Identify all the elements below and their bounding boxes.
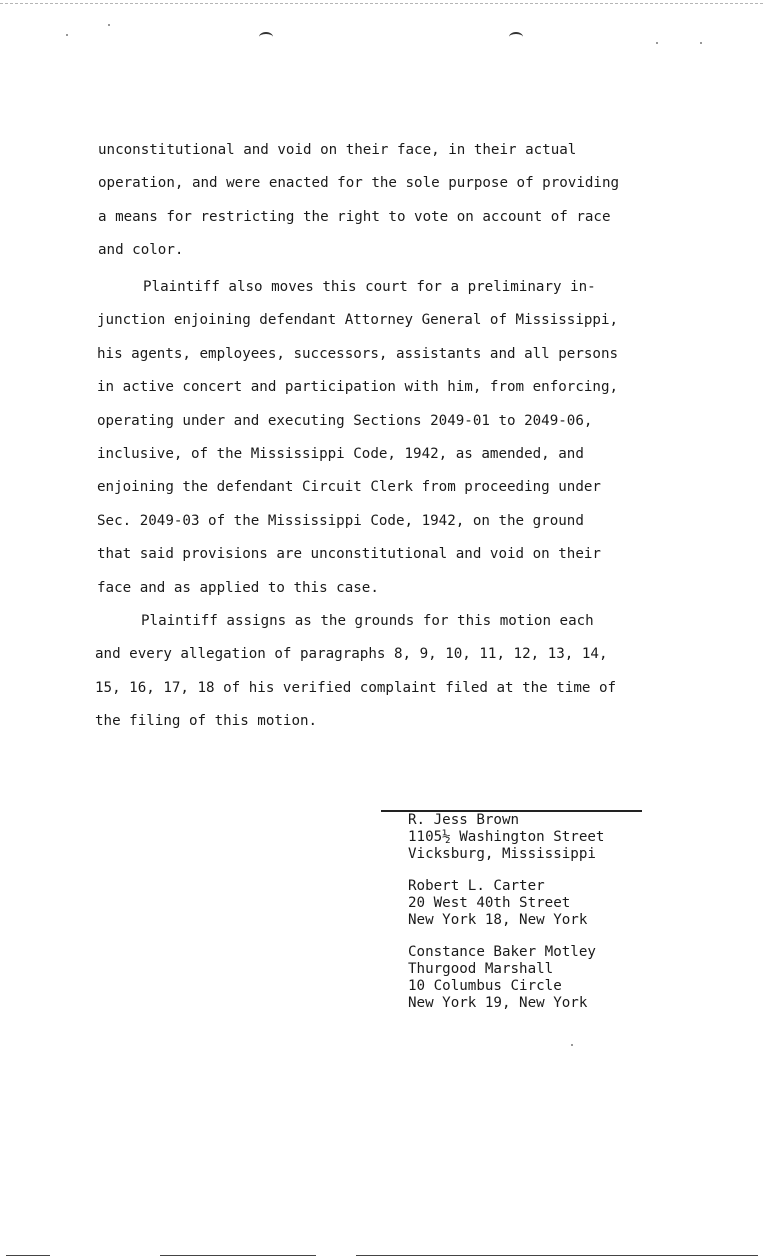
text-line: the filing of this motion. — [95, 713, 318, 730]
speck — [66, 34, 68, 36]
text-line: face and as applied to this case. — [97, 579, 379, 596]
attorney-name: Robert L. Carter — [408, 878, 545, 894]
attorney-city: New York 19, New York — [408, 995, 588, 1011]
attorney-address: 1105½ Washington Street — [408, 829, 605, 845]
page-top-edge — [0, 3, 763, 4]
attorney-address: 20 West 40th Street — [408, 895, 571, 911]
text-line: Sec. 2049-03 of the Mississippi Code, 1942, on the ground — [97, 512, 584, 529]
text-line: in active concert and participation with him, from enforcing, — [97, 379, 619, 396]
attorney-name: Thurgood Marshall — [408, 961, 554, 977]
attorney-block — [408, 812, 604, 863]
text-line: and color. — [98, 242, 184, 259]
scan-edge-line — [6, 1255, 50, 1256]
text-line: Plaintiff assigns as the grounds for this motion each — [141, 613, 594, 629]
speck — [108, 24, 110, 26]
text-line: a means for restricting the right to vote on account of race — [98, 208, 611, 225]
text-line: operating under and executing Sections 2049-01 to 2049-06, — [97, 412, 593, 429]
attorney-city: Vicksburg, Mississippi — [408, 846, 596, 862]
text-line: operation, and were enacted for the sole purpose of providing — [98, 175, 620, 192]
text-line: unconstitutional and void on their face, in their actual — [98, 142, 577, 158]
text-line: junction enjoining defendant Attorney General of Mississippi, — [97, 312, 619, 329]
text-line: 15, 16, 17, 18 of his verified complaint filed at the time of — [95, 679, 617, 696]
scan-edge-line — [160, 1255, 316, 1256]
speck — [571, 1044, 573, 1046]
speck — [700, 42, 702, 44]
text-line: Plaintiff also moves this court for a preliminary in- — [143, 279, 596, 295]
text-line: that said provisions are unconstitutional and void on their — [97, 546, 601, 563]
attorney-name: Constance Baker Motley — [408, 944, 596, 960]
text-line: and every allegation of paragraphs 8, 9, 10, 11, 12, 13, 14, — [95, 646, 608, 663]
signature-block — [408, 812, 604, 1027]
attorney-block — [408, 878, 604, 929]
attorney-name: R. Jess Brown — [408, 812, 520, 828]
punch-mark-right — [509, 32, 523, 42]
attorney-city: New York 18, New York — [408, 912, 588, 928]
punch-mark-left — [259, 32, 273, 42]
paragraph-3 — [95, 605, 616, 739]
paragraph-2 — [97, 271, 618, 605]
text-line: inclusive, of the Mississippi Code, 1942, as amended, and — [97, 445, 584, 462]
attorney-address: 10 Columbus Circle — [408, 978, 562, 994]
text-line: his agents, employees, successors, assistants and all persons — [97, 345, 619, 362]
scan-edge-line — [356, 1255, 758, 1256]
attorney-block — [408, 944, 604, 1012]
text-line: enjoining the defendant Circuit Clerk from proceeding under — [97, 479, 601, 496]
speck — [656, 42, 658, 44]
paragraph-1 — [98, 134, 619, 268]
